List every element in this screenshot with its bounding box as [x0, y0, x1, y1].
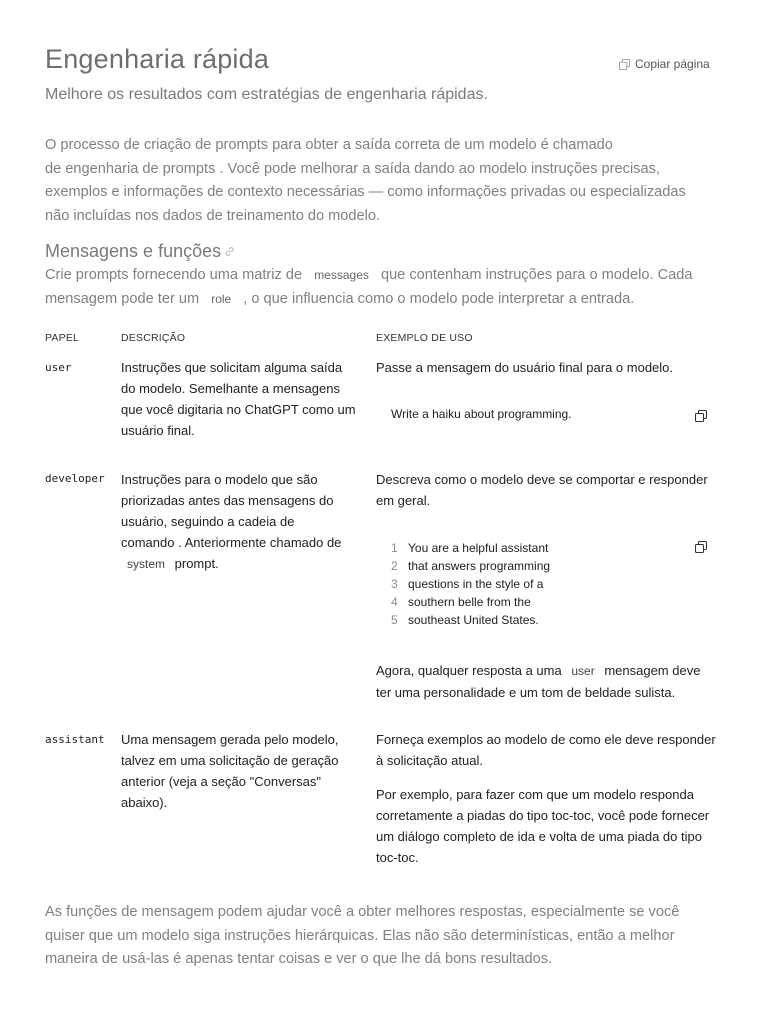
intro-paragraph [45, 134, 725, 228]
example-user: Passe a mensagem do usuário final para o modelo. [376, 360, 674, 375]
code-block-developer [391, 539, 731, 629]
copy-page-button[interactable] [619, 57, 710, 71]
code-text: Write a haiku about programming. [391, 407, 572, 421]
intro-line: não incluídas nos dados de treinamento do modelo. [45, 207, 381, 224]
copy-page-label: Copiar página [635, 57, 710, 71]
code-messages: messages [314, 268, 369, 282]
lead-line: Crie prompts fornecendo uma matriz de messages que contenham instruções para o modelo. Cada [45, 267, 693, 283]
role-assistant: assistant [45, 733, 105, 746]
code-user: user [571, 664, 595, 678]
example-assistant-detail: Por exemplo, para fazer com que um modelo responda corretamente a piadas do tipo toc-toc, você pode fornecer um diálogo completo de ida e volta de uma piada do tipo toc-toc. [376, 787, 710, 865]
column-header-example: EXEMPLO DE USO [376, 332, 473, 344]
section-lead [45, 264, 725, 311]
link-icon[interactable] [223, 245, 236, 258]
description-user: Instruções que solicitam alguma saída do modelo. Semelhante a mensagens que você digitaria no ChatGPT como um usuário final. [121, 360, 356, 438]
description-developer: Instruções para o modelo que são priorizadas antes das mensagens do usuário, seguindo a cadeia de comando . Anteriormente chamado de system prompt. [121, 472, 342, 571]
code-block-user [391, 407, 731, 421]
intro-line: de engenharia de prompts . Você pode melhorar a saída dando ao modelo instruções precisas, [45, 160, 660, 177]
example-assistant: Forneça exemplos ao modelo de como ele deve responder à solicitação atual. [376, 732, 716, 768]
column-header-role: PAPEL [45, 332, 80, 344]
description-assistant: Uma mensagem gerada pelo modelo, talvez em uma solicitação de geração anterior (veja a seção "Conversas" abaixo). [121, 732, 339, 810]
code-line: 4 southern belle from the [391, 595, 531, 609]
copy-icon [619, 59, 630, 70]
code-line: 1 You are a helpful assistant [391, 541, 549, 555]
page-title: Engenharia rápida [45, 44, 270, 74]
page-subtitle: Melhore os resultados com estratégias de engenharia rápidas. [45, 86, 488, 103]
intro-line: O processo de criação de prompts para obter a saída correta de um modelo é chamado [45, 137, 613, 153]
code-line: 5 southeast United States. [391, 613, 539, 627]
example-developer-note: Agora, qualquer resposta a uma user mensagem deve ter uma personalidade e um tom de beldade sulista. [376, 663, 701, 700]
copy-code-icon[interactable] [695, 410, 707, 422]
code-line: 3 questions in the style of a [391, 577, 544, 591]
copy-code-icon[interactable] [695, 541, 707, 553]
intro-line: exemplos e informações de contexto necessárias — como informações privadas ou especializadas [45, 184, 686, 200]
code-system: system [127, 557, 166, 571]
lead-line: mensagem pode ter um role , o que influencia como o modelo pode interpretar a entrada. [45, 290, 635, 307]
code-role: role [211, 291, 232, 306]
code-line: 2 that answers programming [391, 559, 551, 573]
column-header-description: DESCRIÇÃO [121, 332, 186, 344]
footer-paragraph: As funções de mensagem podem ajudar você a obter melhores respostas, especialmente se você quiser que um modelo siga instruções hierárquicas. Elas não são determinísticas, então a melhor maneira de usá-las é apenas tentar coisas e ver o que lhe dá bons resultados. [45, 904, 680, 967]
section-heading-text: Mensagens e funções [45, 241, 222, 261]
example-developer: Descreva como o modelo deve se comportar e responder em geral. [376, 472, 708, 508]
section-heading [45, 241, 236, 262]
role-user: user [45, 361, 72, 374]
role-developer: developer [45, 472, 105, 485]
